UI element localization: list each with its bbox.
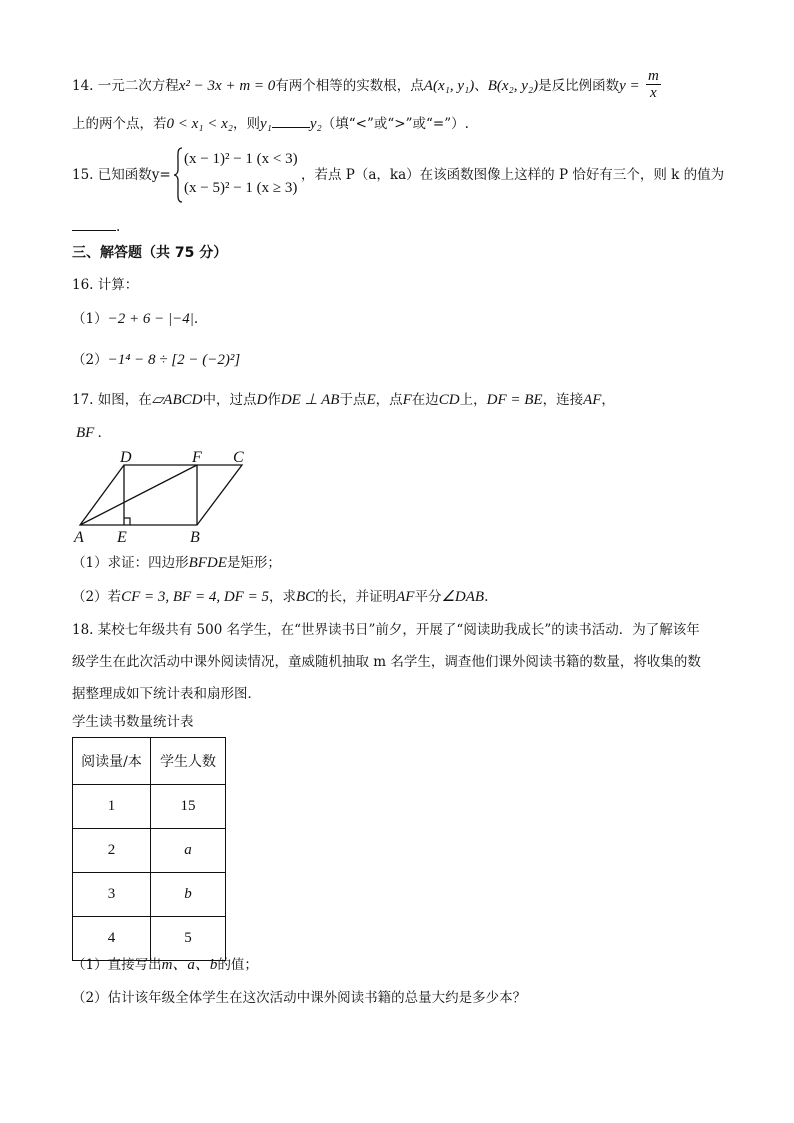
right-angle-mark xyxy=(124,518,130,525)
segment-af xyxy=(80,465,197,525)
q17-line2: BF . xyxy=(76,425,102,441)
table-cell: 3 xyxy=(73,873,151,917)
q14-point-b: B(x₂, y₂) xyxy=(487,78,539,94)
q14-condition: 0 < x₁ < x₂ xyxy=(166,116,233,132)
q14-number: 14. xyxy=(72,78,94,94)
label-d: D xyxy=(120,449,132,466)
reading-stats-table xyxy=(72,737,226,961)
q15-line1: 15. 已知函数y= xyxy=(72,167,171,183)
table-cell: 5 xyxy=(151,917,226,961)
header-reading-amount: 阅读量/本 xyxy=(73,738,151,785)
q17-sub2: （2）若CF = 3, BF = 4, DF = 5，求BC的长，并证明AF平分∠DAB. xyxy=(72,589,489,605)
header-student-count: 学生人数 xyxy=(151,738,226,785)
section-title: 三、解答题（共 75 分） xyxy=(72,245,228,261)
table-cell: 2 xyxy=(73,829,151,873)
label-c: C xyxy=(233,449,244,466)
parallelogram-figure xyxy=(70,446,260,546)
q14-line1: 14. 一元二次方程x² − 3x + m = 0有两个相等的实数根，点A(x₁, y₁)、B(x₂, y₂)是反比例函数y = $\frac{m}{x}$ xyxy=(72,68,659,101)
table-cell: 15 xyxy=(151,785,226,829)
q15-piece1: (x − 1)² − 1 (x < 3) xyxy=(184,151,298,167)
table-cell: b xyxy=(151,873,226,917)
label-e: E xyxy=(117,529,127,546)
q15-line1-rest: ，若点 P（a，ka）在该函数图像上这样的 P 恰好有三个，则 k 的值为 xyxy=(301,167,725,183)
q14-fraction: $\frac{m}{x}$ xyxy=(647,68,659,101)
table-cell: 1 xyxy=(73,785,151,829)
parallelogram xyxy=(80,465,242,525)
q18-line3: 据整理成如下统计表和扇形图． xyxy=(72,686,261,702)
table-row xyxy=(73,785,226,829)
q15-line2: . xyxy=(72,216,120,237)
q16-part1: （1）−2 + 6 − |−4|. xyxy=(72,311,199,327)
table-title: 学生读书数量统计表 xyxy=(72,714,194,730)
piecewise-brace xyxy=(172,146,184,204)
q18-line2: 级学生在此次活动中课外阅读情况，童威随机抽取 m 名学生，调查他们课外阅读书籍的数量，将收集的数 xyxy=(72,654,701,670)
q17-sub1: （1）求证：四边形BFDE是矩形； xyxy=(72,555,281,571)
label-f: F xyxy=(192,449,202,466)
q18-sub2: （2）估计该年级全体学生在这次活动中课外阅读书籍的总量大约是多少本？ xyxy=(72,990,527,1006)
table-cell: a xyxy=(151,829,226,873)
q18-sub1: （1）直接写出m、a、b的值； xyxy=(72,957,258,973)
q14-answer-blank[interactable] xyxy=(272,113,310,128)
label-b: B xyxy=(190,529,200,546)
q14-line2: 上的两个点，若0 < x₁ < x₂，则y₁ y₂（填“<”或“>”或“=”）. xyxy=(72,113,469,134)
table-header-row xyxy=(73,738,226,785)
table-row xyxy=(73,917,226,961)
q16-part2: （2）−1⁴ − 8 ÷ [2 − (−2)²] xyxy=(72,352,241,368)
q15-answer-blank[interactable] xyxy=(72,216,116,231)
table-cell: 4 xyxy=(73,917,151,961)
q14-point-a: A(x₁, y₁) xyxy=(423,78,475,94)
q17-line1: 17. 如图，在▱ABCD中，过点D作DE ⊥ AB于点E，点F在边CD上，DF = BE，连接AF， xyxy=(72,392,615,408)
q14-equation: x² − 3x + m = 0 xyxy=(178,78,276,94)
q18-line1: 18. 某校七年级共有 500 名学生，在“世界读书日”前夕，开展了“阅读助我成长”的读书活动．为了解该年 xyxy=(72,622,700,638)
table-row xyxy=(73,873,226,917)
q16-title: 16. 计算： xyxy=(72,277,139,293)
table-row xyxy=(73,829,226,873)
label-a: A xyxy=(74,529,84,546)
q15-piece2: (x − 5)² − 1 (x ≥ 3) xyxy=(184,180,298,196)
